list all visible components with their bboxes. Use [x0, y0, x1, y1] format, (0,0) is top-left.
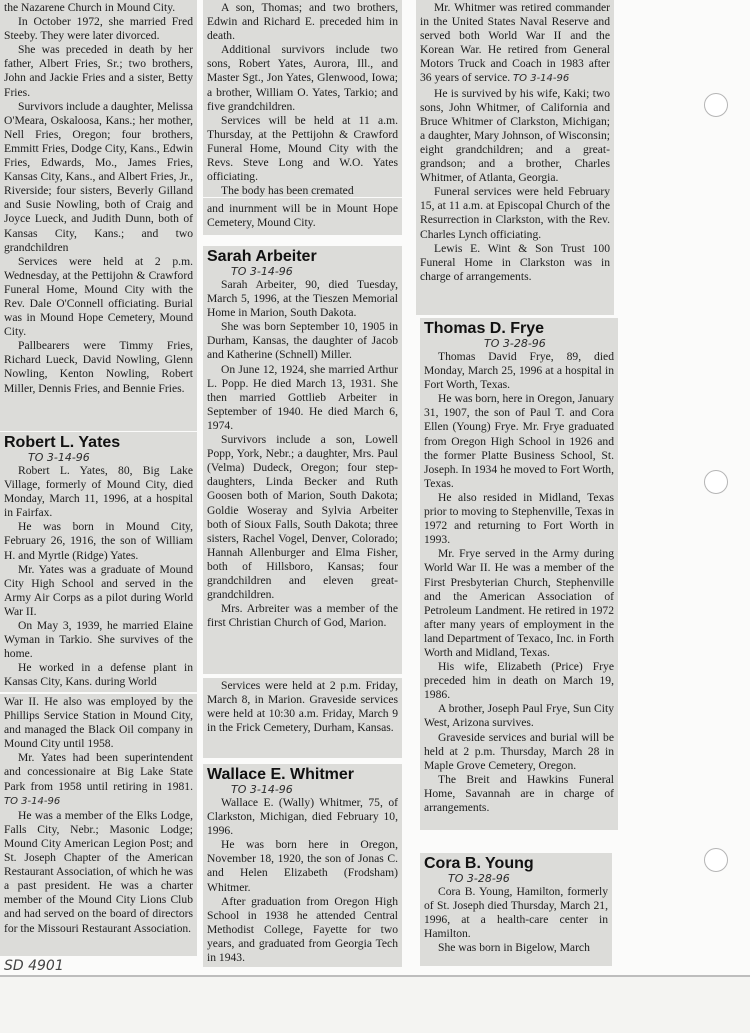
fries-text	[4, 1, 193, 396]
paragraph: He was born in Mound City, February 26, 1916, the son of William H. and Myrtle (Ridge) Yates.	[4, 520, 193, 562]
paragraph: Robert L. Yates, 80, Big Lake Village, formerly of Mound City, died Monday, March 11, 1996, at a hospital in Fairfax.	[4, 464, 193, 520]
paragraph: He worked in a defense plant in Kansas City, Kans. during World	[4, 661, 193, 689]
clip-young-obituary	[420, 853, 612, 966]
paragraph: War II. He also was employed by the Phillips Service Station in Mound City, and managed the Black Oil company in Mound City until 1958.	[4, 695, 193, 751]
page-edge	[0, 975, 750, 977]
paragraph: Services were held at 2 p.m. Friday, March 8, in Marion. Graveside services were held at 10:30 a.m. Friday, March 9 in the Frick Cemetery, Durham, Kansas.	[207, 679, 398, 735]
clip-arbeiter-obituary	[203, 246, 402, 674]
handwritten-date-note: TO 3-14-96	[28, 451, 90, 464]
handwritten-date-note: TO 3-28-96	[448, 872, 510, 885]
paragraph: Sarah Arbeiter, 90, died Tuesday, March 5, 1996, at the Tieszen Memorial Home in Marion, South Dakota.	[207, 278, 398, 320]
obituary-heading: Sarah Arbeiter	[207, 248, 317, 265]
clip-yates-inurnment	[203, 198, 402, 235]
handwritten-date-note: TO 3-14-96	[231, 265, 293, 278]
binder-hole-bottom	[704, 848, 728, 872]
paragraph: He was a member of the Elks Lodge, Falls City, Nebr.; Masonic Lodge; Mound City American Legion Post; and St. Joseph Chapter of the American Restaurant Association, of which he was a past president. He was a charter member of the Mound City Lions Club and had served on the board of directors for the Missouri Restaurant Association.	[4, 808, 193, 935]
paragraph: Mrs. Arbreiter was a member of the first Christian Church of God, Marion.	[207, 602, 398, 630]
paragraph: The body has been cremated	[221, 184, 354, 197]
clip-yates-obituary	[0, 432, 197, 692]
handwritten-date-note: TO 3-28-96	[484, 337, 546, 350]
clip-yates-survivors	[203, 0, 402, 197]
paragraph: She was born September 10, 1905 in Durham, Kansas, the daughter of Jacob and Katherine (Schnell) Miller.	[207, 320, 398, 362]
paragraph: Lewis E. Wint & Son Trust 100 Funeral Home in Clarkston was in charge of arrangements.	[420, 241, 610, 283]
obituary-heading: Thomas D. Frye	[424, 320, 545, 337]
clip-frye-obituary	[420, 318, 618, 830]
paragraph: Cora B. Young, Hamilton, formerly of St. Joseph died Thursday, March 21, 1996, at a health-care center in Hamilton.	[424, 885, 608, 941]
paragraph: Mr. Yates was a graduate of Mound City High School and served in the Army Air Corps as a pilot during World War II.	[4, 562, 193, 618]
paragraph: Survivors include a daughter, Melissa O'Meara, Oskaloosa, Kans.; her mother, Nell Fries, Oregon; four brothers, Emmitt Fries, Dodge City, Kans., Edwin Fries, Edwards, Mo., James Fries, Kansas City, Kans., and Albert Fries, Jr., Riverside; four sisters, Beverly Gilland and Susie Nowling, both of Craig and Joyce Lueck, and Judith Dunn, both of Kansas City, Kans.; and two grandchildren	[4, 99, 194, 254]
handwritten-date-note: TO 3-14-96	[513, 73, 570, 85]
handwritten-date-note: TO 3-14-96	[231, 783, 293, 796]
paragraph	[4, 751, 193, 808]
paragraph: He was born here in Oregon, November 18, 1920, the son of Jonas C. and Helen Elizabeth (Frodsham) Whitmer.	[207, 838, 398, 894]
paragraph: His wife, Elizabeth (Price) Frye preceded him in death on March 19, 1986.	[424, 660, 614, 702]
paragraph: She was born in Bigelow, March	[438, 941, 590, 955]
paragraph: Pallbearers were Timmy Fries, Richard Lueck, David Nowling, Glenn Nowling, Kenton Nowling, Robert Miller, Dennis Fries, and Bennie Fries.	[4, 339, 193, 395]
clip-whitmer-continued	[416, 0, 614, 315]
paragraph: Services will be held at 11 a.m. Thursday, at the Pettijohn & Crawford Funeral Home, Mound City with the Revs. Steve Long and W.O. Yates officiating.	[207, 113, 398, 184]
paragraph: Additional survivors include two sons, Robert Yates, Aurora, Ill., and Master Sgt., Jon Yates, Glenwood, Iowa; a brother, William O. Yates, Tarkio; and five grandchildren.	[207, 43, 398, 113]
paragraph: Services were held at 2 p.m. Wednesday, at the Pettijohn & Crawford Funeral Home, Mound City with the Rev. Dale O'Connell officiating. Burial was in Mound Hope Cemetery, Mound City.	[4, 254, 193, 339]
archive-label: SD 4901	[4, 958, 64, 974]
obituary-heading: Wallace E. Whitmer	[207, 766, 354, 783]
paragraph: A brother, Joseph Paul Frye, Sun City West, Arizona survives.	[424, 702, 614, 730]
paragraph: She was preceded in death by her father, Albert Fries, Sr.; two brothers, John and Jackie Fries and a sister, Betty Fries.	[4, 43, 193, 99]
paragraph: the Nazarene Church in Mound City.	[4, 1, 176, 14]
paragraph: He also resided in Midland, Texas prior to moving to Stephenville, Texas in 1972 and returning to Fort Worth in 1993.	[424, 490, 614, 547]
paragraph	[420, 1, 610, 87]
clip-fries-continuation	[0, 0, 197, 431]
paragraph: After graduation from Oregon High School in 1938 he attended Central Methodist College, Fayette for two years, and graduated from Georgia Tech in 1943.	[207, 894, 398, 965]
binder-hole-middle	[704, 470, 728, 494]
paragraph: The Breit and Hawkins Funeral Home, Savannah are in charge of arrangements.	[424, 772, 614, 814]
paragraph: and inurnment will be in Mount Hope Cemetery, Mound City.	[207, 202, 398, 230]
paragraph-text: Mr. Whitmer was retired commander in the United States Naval Reserve and served both World War II and the Korean War. He retired from General Motors Truck and Coach in 1983 after 36 years of service.	[420, 1, 610, 85]
obituary-heading: Cora B. Young	[424, 855, 534, 872]
paragraph: In October 1972, she married Fred Steeby. They were later divorced.	[4, 15, 193, 43]
paragraph: Funeral services were held February 15, at 11 a.m. at Episcopal Church of the Resurrection in Clarkston, with the Rev. Charles Lynch officiating.	[420, 185, 610, 241]
paragraph: Survivors include a son, Lowell Popp, York, Nebr.; a daughter, Mrs. Paul (Velma) Dudeck, Oregon; four step-daughters, Linda Becker and Ruth Goosen both of Marion, South Dakota; Goldie Woseray and Sylvia Arbeiter both of Sioux Falls, South Dakota; three sisters, Rachel Vogel, Denver, Colorado; Hannah Allenburger and Elma Fisher, both of Hillsboro, Kansas; four grandchildren and eleven great-grandchildren.	[207, 433, 398, 602]
paragraph: He is survived by his wife, Kaki; two sons, John Whitmer, of California and Bruce Whitmer of Clarkston, Michigan; a daughter, Mary Johnson, of Wisconsin; eight grandchildren; and a great-grandson; and a brother, Charles Whitmer, of Atlanta, Georgia.	[420, 86, 610, 185]
paragraph: Thomas David Frye, 89, died Monday, March 25, 1996 at a hospital in Fort Worth, Texas.	[424, 350, 614, 392]
clip-arbeiter-services	[203, 678, 402, 758]
clip-whitmer-obituary	[203, 764, 402, 967]
handwritten-date-note: TO 3-14-96	[4, 795, 61, 807]
clip-yates-continued	[0, 694, 197, 956]
paragraph-text: Mr. Yates had been superintendent and concessionaire at Big Lake State Park from 1958 until retiring in 1981.	[4, 751, 193, 793]
paragraph: Wallace E. (Wally) Whitmer, 75, of Clarkston, Michigan, died February 10, 1996.	[207, 796, 398, 838]
paragraph: He was born, here in Oregon, January 31, 1907, the son of Paul T. and Cora Ellen (Young) Frye. Mr. Frye graduated from Oregon High School in 1926 and the former Platte Business School, St. Joseph. In 1934 he moved to Fort Worth, Texas.	[424, 392, 614, 490]
paragraph: On June 12, 1924, she married Arthur L. Popp. He died March 13, 1931. She then married Gottlieb Arbeiter in September of 1940. He died March 6, 1974.	[207, 362, 398, 432]
paragraph: On May 3, 1939, he married Elaine Wyman in Tarkio. She survives of the home.	[4, 619, 193, 661]
paragraph: A son, Thomas; and two brothers, Edwin and Richard E. preceded him in death.	[207, 1, 398, 43]
binder-hole-top	[704, 93, 728, 117]
paragraph: Graveside services and burial will be held at 2 p.m. Thursday, March 28 in Maple Grove Cemetery, Oregon.	[424, 730, 614, 772]
obituary-heading: Robert L. Yates	[4, 434, 121, 451]
paragraph: Mr. Frye served in the Army during World War II. He was a member of the First Presbyterian Church, Stephenville and the American Association of Petroleum Landment. He retired in 1972 after many years of employment in the land Department of Texaco, Inc. in Forth Worth and Midland, Texas.	[424, 547, 614, 659]
